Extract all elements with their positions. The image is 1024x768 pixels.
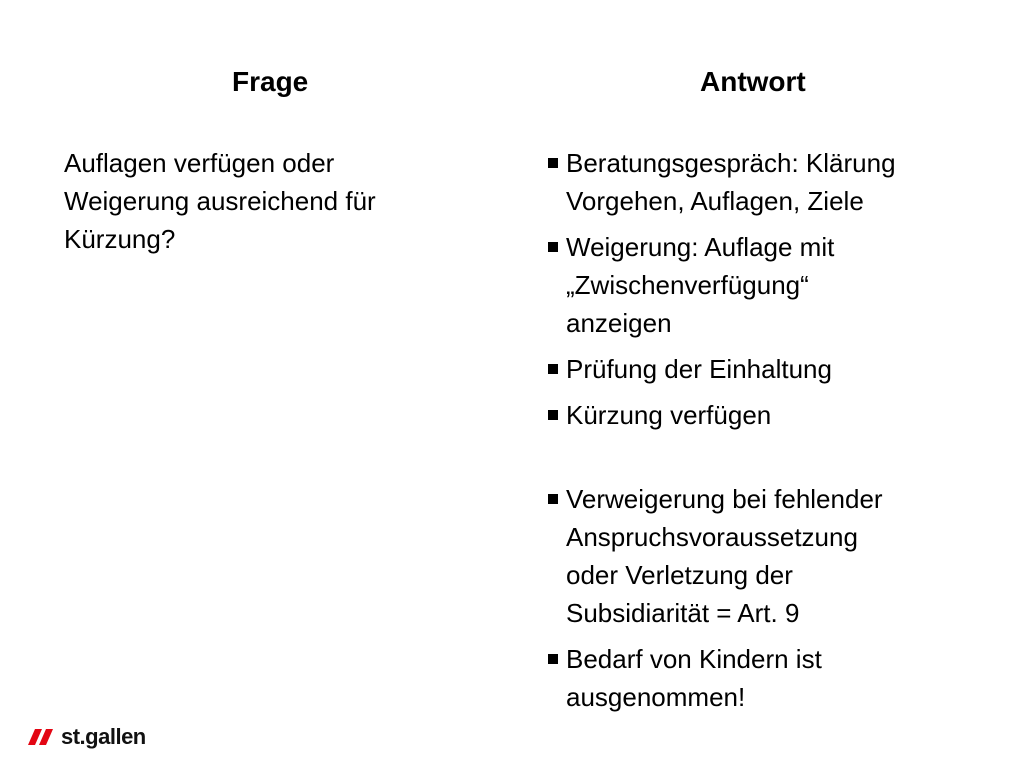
- square-bullet-icon: [548, 158, 558, 168]
- answer-line: Anspruchsvoraussetzung: [566, 522, 858, 552]
- answer-line: Vorgehen, Auflagen, Ziele: [566, 186, 864, 216]
- answer-item: [545, 396, 985, 434]
- question-line: Weigerung ausreichend für: [64, 186, 376, 216]
- answer-list: [545, 144, 985, 724]
- answer-line: oder Verletzung der: [566, 560, 793, 590]
- answer-line: anzeigen: [566, 308, 672, 338]
- answer-item: [545, 144, 985, 220]
- answer-line: Verweigerung bei fehlender: [566, 484, 883, 514]
- square-bullet-icon: [548, 364, 558, 374]
- answer-line: Prüfung der Einhaltung: [566, 354, 832, 384]
- question-text: [64, 144, 484, 258]
- logo-text: st.gallen: [61, 724, 146, 749]
- square-bullet-icon: [548, 494, 558, 504]
- square-bullet-icon: [548, 410, 558, 420]
- answer-line: „Zwischenverfügung“: [566, 270, 809, 300]
- answer-line: Subsidiarität = Art. 9: [566, 598, 800, 628]
- answer-item: [545, 640, 985, 716]
- stgallen-stripes-icon: [28, 726, 60, 748]
- answer-line: Bedarf von Kindern ist: [566, 644, 822, 674]
- answer-line: Weigerung: Auflage mit: [566, 232, 835, 262]
- answer-item: [545, 480, 985, 632]
- question-line: Kürzung?: [64, 224, 176, 254]
- answer-item: [545, 228, 985, 342]
- answer-line: Beratungsgespräch: Klärung: [566, 148, 896, 178]
- header-frage: Frage: [232, 66, 309, 97]
- answer-line: Kürzung verfügen: [566, 400, 772, 430]
- question-line: Auflagen verfügen oder: [64, 148, 335, 178]
- header-antwort: Antwort: [700, 66, 806, 97]
- answer-item: [545, 350, 985, 388]
- square-bullet-icon: [548, 242, 558, 252]
- square-bullet-icon: [548, 654, 558, 664]
- answer-line: ausgenommen!: [566, 682, 746, 712]
- stgallen-logo: [28, 719, 146, 755]
